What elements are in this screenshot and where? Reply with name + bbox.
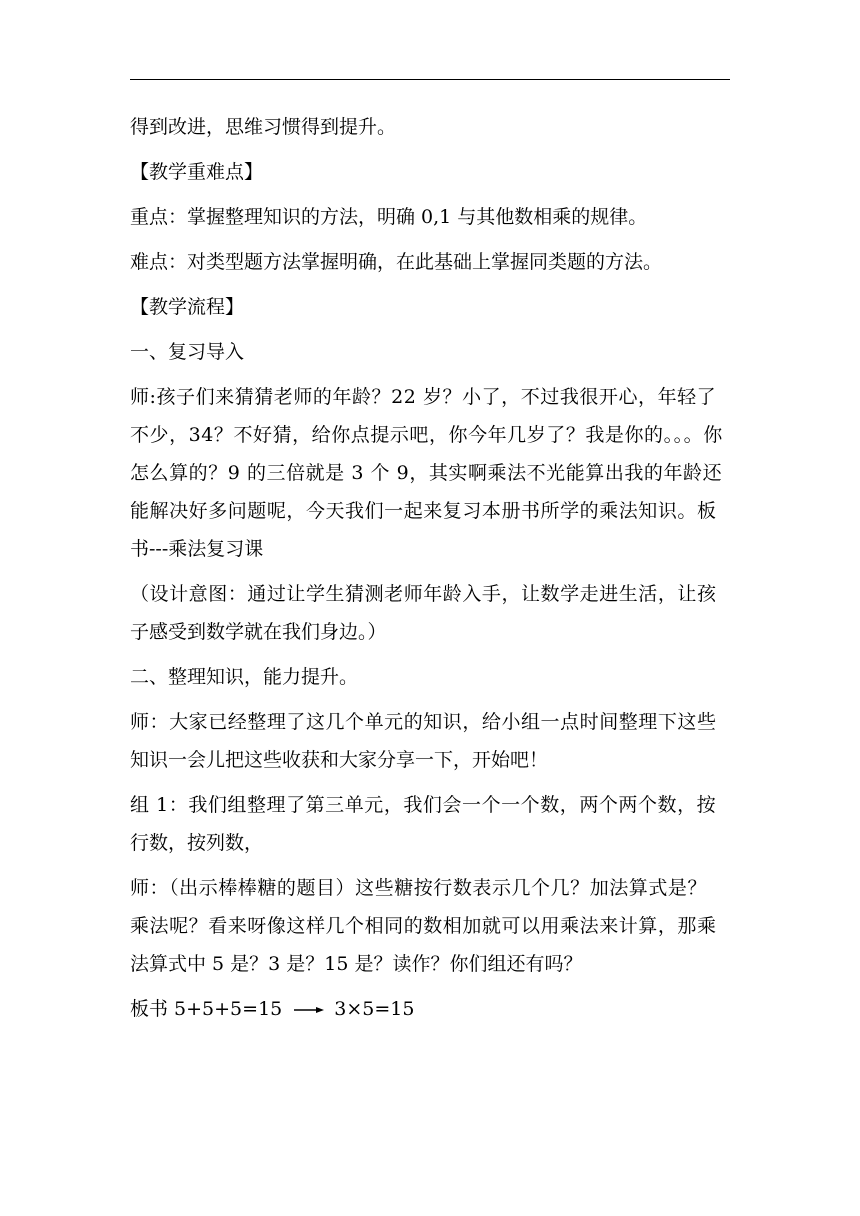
text-line: 二、整理知识，能力提升。 [130,666,359,688]
paragraph [130,243,734,281]
text-line: 法算式中 5 是？3 是？15 是？读作？你们组还有吗？ [130,953,583,975]
board-formula [130,990,734,1028]
paragraph [130,198,734,236]
text-line: 师：（出示棒棒糖的题目）这些糖按行数表示几个几？加法算式是？ [130,877,708,899]
paragraph [130,575,734,651]
text-line: 能解决好多问题呢，今天我们一起来复习本册书所学的乘法知识。板 [130,500,717,522]
paragraph [130,288,734,326]
text-line: 乘法呢？看来呀像这样几个相同的数相加就可以用乘法来计算，那乘 [130,915,717,937]
paragraph [130,658,734,696]
text-line: 重点：掌握整理知识的方法，明确 0,1 与其他数相乘的规律。 [130,206,648,228]
text-line: 一、复习导入 [130,341,245,363]
text-line: 组 1：我们组整理了第三单元，我们会一个一个数，两个两个数，按 [130,794,717,816]
header-rule [130,79,730,80]
text-line: 师:孩子们来猜猜老师的年龄？22 岁？小了，不过我很开心，年轻了 [130,386,717,408]
paragraph [130,333,734,371]
text-line: 书---乘法复习课 [130,538,264,560]
text-line: 知识一会儿把这些收获和大家分享一下，开始吧！ [130,749,549,771]
board-formula-prefix: 板书 5+5+5=15 [130,998,283,1020]
paragraph [130,378,734,568]
document-body [130,108,734,1028]
text-line: 行数，按列数， [130,832,264,854]
text-line: 得到改进，思维习惯得到提升。 [130,116,397,138]
right-arrow-icon [294,990,324,1028]
text-line: 子感受到数学就在我们身边。） [130,621,387,643]
text-line: 【教学重难点】 [130,161,264,183]
text-line: 难点：对类型题方法掌握明确，在此基础上掌握同类题的方法。 [130,251,663,273]
paragraph [130,869,734,983]
text-line: 怎么算的？9 的三倍就是 3 个 9，其实啊乘法不光能算出我的年龄还 [130,462,723,484]
text-line: 【教学流程】 [130,296,245,318]
paragraph [130,108,734,146]
text-line: 不少，34？不好猜，给你点提示吧，你今年几岁了？我是你的。。。你 [130,424,723,446]
paragraph [130,153,734,191]
paragraph [130,703,734,779]
text-line: （设计意图：通过让学生猜测老师年龄入手，让数学走进生活，让孩 [130,583,717,605]
text-line: 师：大家已经整理了这几个单元的知识，给小组一点时间整理下这些 [130,711,717,733]
board-formula-result: 3×5=15 [334,998,415,1020]
paragraph [130,786,734,862]
